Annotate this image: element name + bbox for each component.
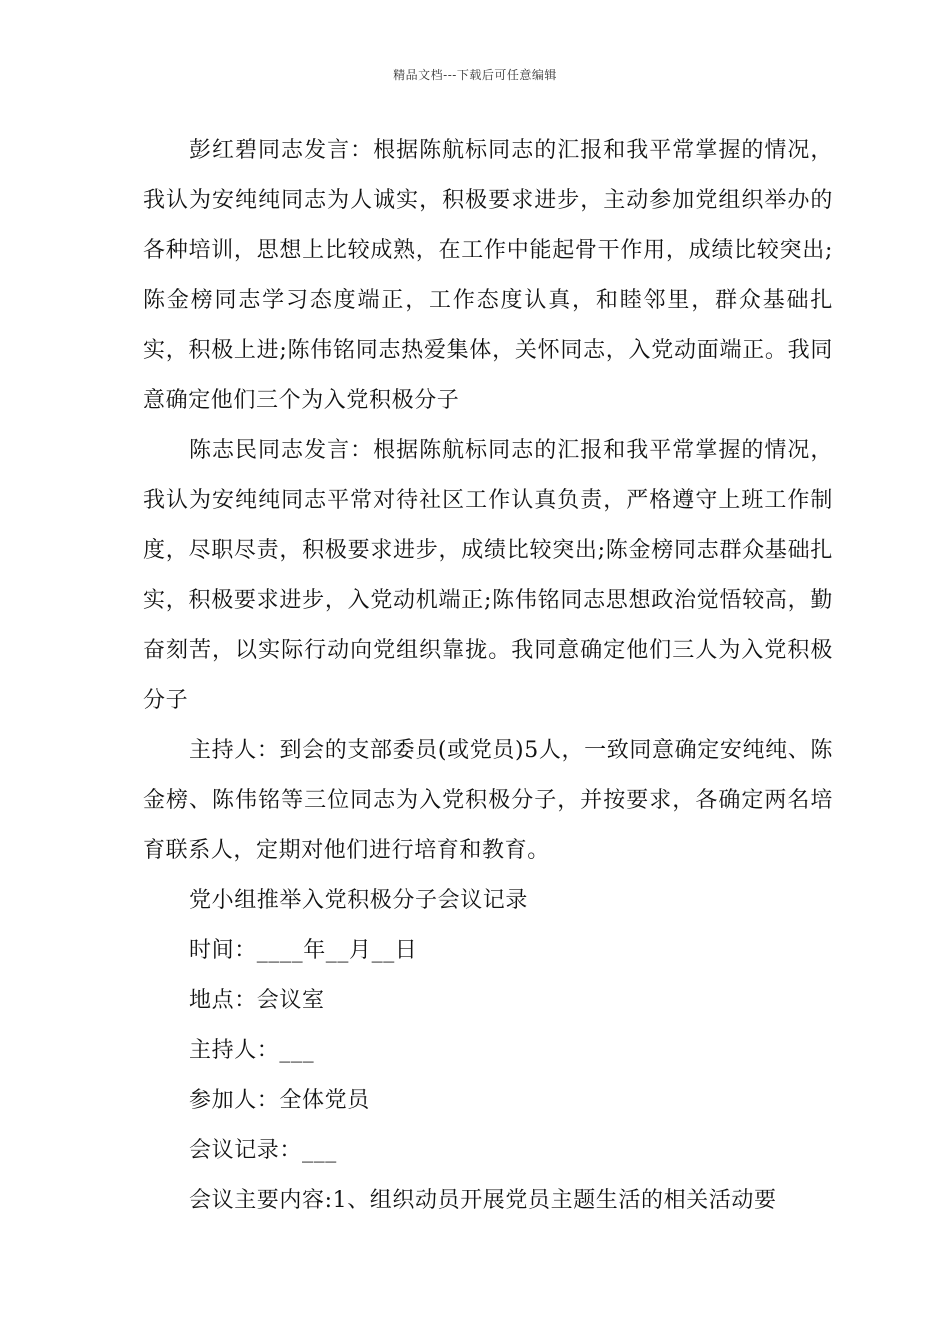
record-time: 时间：____年__月__日: [189, 938, 418, 963]
record-main-content: 会议主要内容:1、组织动员开展党员主题生活的相关活动要: [189, 1188, 777, 1213]
host-conclusion-paragraph: 主持人：到会的支部委员(或党员)5人，一致同意确定安纯纯、陈金榜、陈伟铭等三位同志为入党积极分子，并按要求，各确定两名培育联系人，定期对他们进行培育和教育。: [143, 738, 833, 863]
record-title: 党小组推举入党积极分子会议记录: [189, 888, 529, 913]
record-recorder: 会议记录：___: [189, 1138, 337, 1163]
record-place: 地点：会议室: [189, 988, 325, 1013]
record-participants: 参加人：全体党员: [189, 1088, 370, 1113]
speech-paragraph-peng: 彭红碧同志发言：根据陈航标同志的汇报和我平常掌握的情况，我认为安纯纯同志为人诚实，积极要求进步，主动参加党组织举办的各种培训，思想上比较成熟，在工作中能起骨干作用，成绩比较突出;陈金榜同志学习态度端正，工作态度认真，和睦邻里，群众基础扎实，积极上进;陈伟铭同志热爱集体，关怀同志，入党动面端正。我同意确定他们三个为入党积极分子: [143, 138, 833, 413]
page-header: 精品文档---下载后可任意编辑: [393, 68, 557, 82]
speech-paragraph-chen: 陈志民同志发言：根据陈航标同志的汇报和我平常掌握的情况，我认为安纯纯同志平常对待社区工作认真负责，严格遵守上班工作制度，尽职尽责，积极要求进步，成绩比较突出;陈金榜同志群众基础扎实，积极要求进步，入党动机端正;陈伟铭同志思想政治觉悟较高，勤奋刻苦，以实际行动向党组织靠拢。我同意确定他们三人为入党积极分子: [143, 438, 833, 713]
record-host: 主持人：___: [189, 1038, 315, 1063]
document-body: [143, 126, 833, 1226]
